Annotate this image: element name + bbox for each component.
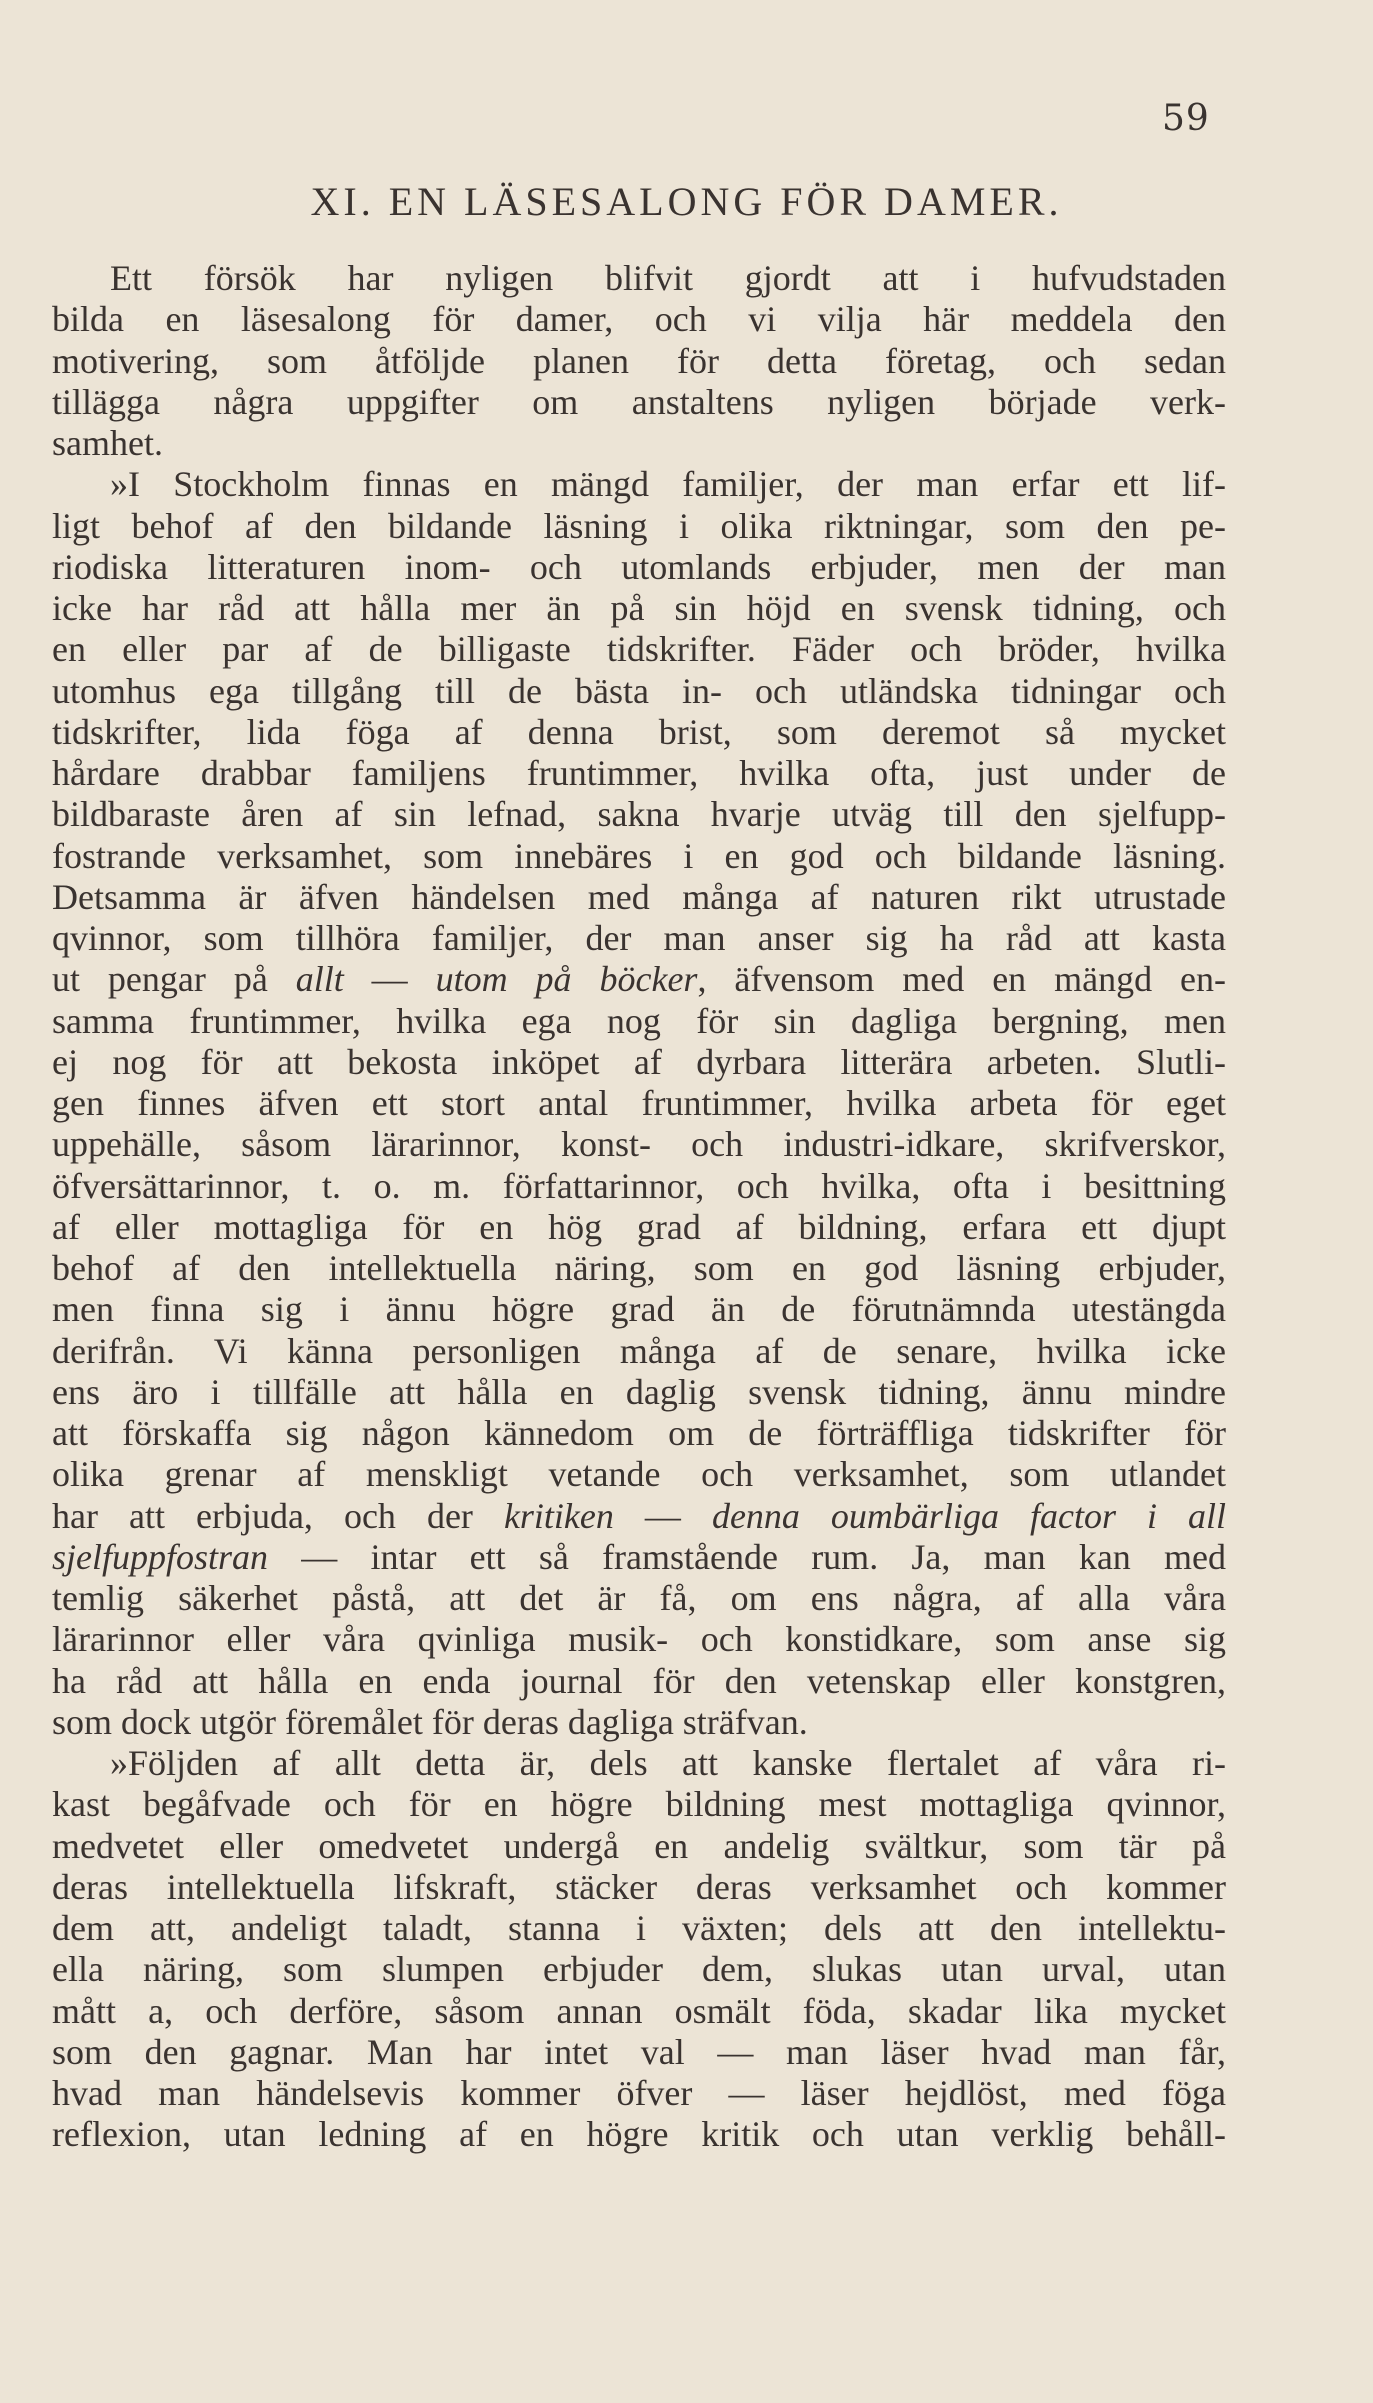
text-line: deras intellektuella lifskraft, stäcker deras verksamhet och kommer: [52, 1866, 1226, 1907]
text-line: öfversättarinnor, t. o. m. författarinnor, och hvilka, ofta i besittning: [52, 1165, 1226, 1206]
text-line: af eller mottagliga för en hög grad af bildning, erfara ett djupt: [52, 1206, 1226, 1247]
italic-phrase: utom på böcker: [435, 959, 698, 1000]
text-line: tillägga några uppgifter om anstaltens nyligen började verk-: [52, 381, 1226, 422]
italic-phrase: allt: [295, 959, 344, 1000]
text-line: kast begåfvade och för en högre bildning mest mottagliga qvinnor,: [52, 1784, 1226, 1825]
text-line: medvetet eller omedvetet undergå en andelig svältkur, som tär på: [52, 1825, 1226, 1866]
text-line: dem att, andeligt taladt, stanna i växten; dels att den intellektu-: [52, 1908, 1226, 1948]
text-line: som dock utgör föremålet för deras dagliga sträfvan.: [52, 1701, 808, 1742]
text-line: [52, 1537, 1226, 1578]
text-line: temlig säkerhet påstå, att det är få, om ens några, af alla våra: [52, 1578, 1226, 1618]
text-run: ut pengar på: [52, 959, 296, 1000]
text-line: gen finnes äfven ett stort antal fruntimmer, hvilka arbeta för eget: [52, 1083, 1226, 1123]
text-line: Detsamma är äfven händelsen med många af naturen rikt utrustade: [52, 876, 1226, 917]
text-line: mått a, och derföre, såsom annan osmält föda, skadar lika mycket: [52, 1990, 1226, 2031]
chapter-heading: XI. EN LÄSESALONG FÖR DAMER.: [310, 179, 1063, 224]
text-line: ha råd att hålla en enda journal för den vetenskap eller konstgren,: [52, 1660, 1226, 1701]
text-run: har att erbjuda, och der: [52, 1495, 504, 1536]
text-run: , äfvensom med en mängd en-: [697, 959, 1226, 1000]
text-line: ens äro i tillfälle att hålla en daglig svensk tidning, ännu mindre: [52, 1371, 1226, 1412]
text-line: utomhus ega tillgång till de bästa in- och utländska tidningar och: [52, 670, 1226, 711]
text-line: fostrande verksamhet, som innebäres i en god och bildande läsning.: [52, 835, 1226, 876]
text-line: bildbaraste åren af sin lefnad, sakna hvarje utväg till den sjelfupp-: [52, 794, 1226, 835]
italic-phrase: sjelfuppfostran: [52, 1536, 269, 1577]
text-line: bilda en läsesalong för damer, och vi vilja här meddela den: [52, 299, 1226, 340]
text-line: qvinnor, som tillhöra familjer, der man anser sig ha råd att kasta: [52, 918, 1226, 958]
text-line: tidskrifter, lida föga af denna brist, som deremot så mycket: [52, 711, 1226, 752]
text-line: olika grenar af menskligt vetande och verksamhet, som utlandet: [52, 1454, 1226, 1495]
text-line: derifrån. Vi känna personligen många af de senare, hvilka icke: [52, 1330, 1226, 1371]
text-line: att förskaffa sig någon kännedom om de förträffliga tidskrifter för: [52, 1413, 1226, 1453]
text-line: lärarinnor eller våra qvinliga musik- och konstidkare, som anse sig: [52, 1619, 1226, 1660]
text-run: — intar ett så framstående rum. Ja, man kan med: [268, 1536, 1226, 1577]
page-number: 59: [1162, 98, 1210, 139]
text-line: Ett försök har nyligen blifvit gjordt att i hufvudstaden: [110, 258, 1226, 298]
text-line: »Följden af allt detta är, dels att kanske flertalet af våra ri-: [110, 1743, 1226, 1783]
text-line: samma fruntimmer, hvilka ega nog för sin dagliga bergning, men: [52, 1000, 1226, 1041]
text-line: uppehälle, såsom lärarinnor, konst- och industri-idkare, skrifverskor,: [52, 1124, 1226, 1165]
text-line: icke har råd att hålla mer än på sin höjd en svensk tidning, och: [52, 588, 1226, 628]
text-line: [52, 959, 1226, 1000]
text-line: som den gagnar. Man har intet val — man läser hvad man får,: [52, 2031, 1226, 2072]
text-line: samhet.: [52, 423, 163, 463]
text-line: [52, 1496, 1226, 1537]
text-line: hvad man händelsevis kommer öfver — läser hejdlöst, med föga: [52, 2073, 1226, 2113]
text-line: en eller par af de billigaste tidskrifter. Fäder och bröder, hvilka: [52, 629, 1226, 670]
italic-phrase: denna oumbärliga factor i all: [711, 1495, 1226, 1536]
text-line: ligt behof af den bildande läsning i olika riktningar, som den pe-: [52, 505, 1226, 546]
text-run: —: [613, 1495, 712, 1536]
body-text: [52, 258, 1226, 2156]
text-line: hårdare drabbar familjens fruntimmer, hvilka ofta, just under de: [52, 753, 1226, 793]
text-line: men finna sig i ännu högre grad än de förutnämnda utestängda: [52, 1289, 1226, 1330]
text-line: motivering, som åtföljde planen för detta företag, och sedan: [52, 340, 1226, 381]
text-line: ella näring, som slumpen erbjuder dem, slukas utan urval, utan: [52, 1949, 1226, 1990]
text-line: »I Stockholm finnas en mängd familjer, der man erfar ett lif-: [110, 464, 1226, 505]
text-line: behof af den intellektuella näring, som en god läsning erbjuder,: [52, 1248, 1226, 1288]
text-line: ej nog för att bekosta inköpet af dyrbara litterära arbeten. Slutli-: [52, 1041, 1226, 1082]
text-line: riodiska litteraturen inom- och utomlands erbjuder, men der man: [52, 546, 1226, 587]
italic-phrase: kritiken: [503, 1495, 614, 1536]
text-line: reflexion, utan ledning af en högre kritik och utan verklig behåll-: [52, 2114, 1226, 2155]
text-run: —: [343, 959, 436, 1000]
